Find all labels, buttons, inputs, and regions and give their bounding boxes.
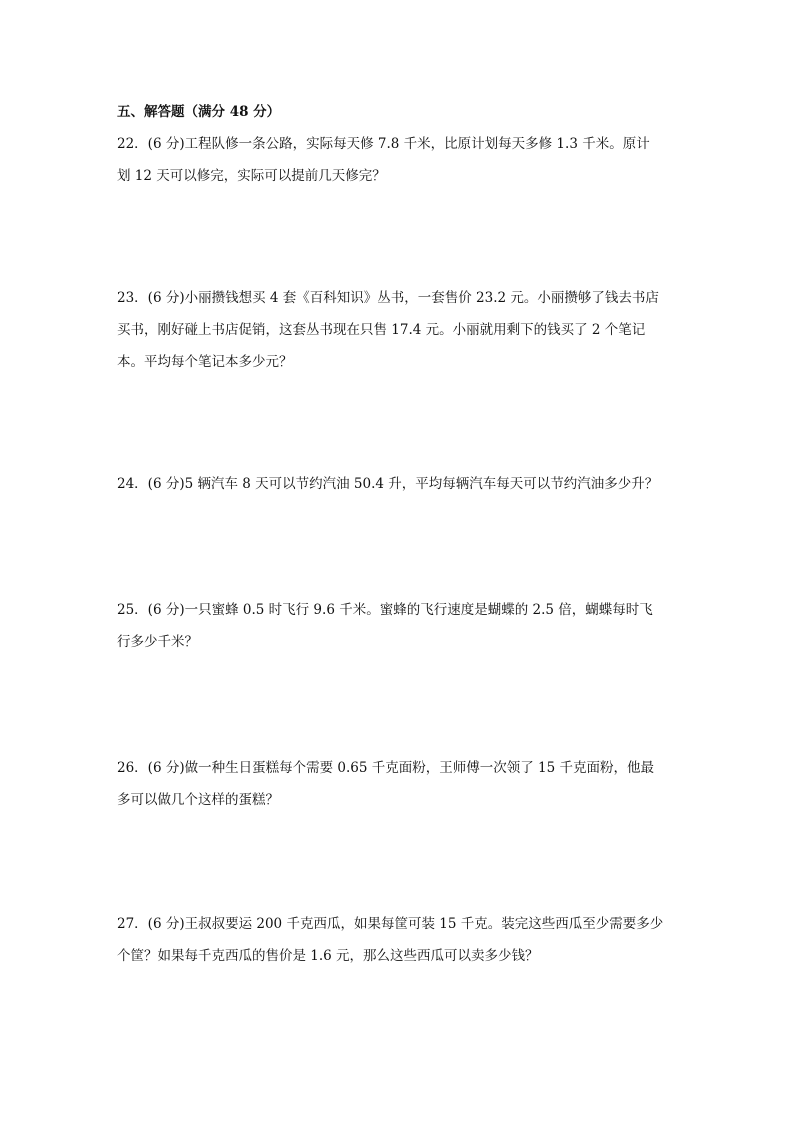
- question-23-line-2: 买书，刚好碰上书店促销，这套丛书现在只售 17.4 元。小丽就用剩下的钱买了 2 个笔记: [117, 322, 646, 338]
- question-27: [117, 908, 677, 972]
- question-23-line-1: 23．(6 分)小丽攒钱想买 4 套《百科知识》丛书，一套售价 23.2 元。小丽攒够了钱去书店: [117, 290, 659, 306]
- question-23: [117, 282, 677, 378]
- question-25-line-1: 25．(6 分)一只蜜蜂 0.5 时飞行 9.6 千米。蜜蜂的飞行速度是蝴蝶的 2.5 倍，蝴蝶每时飞: [117, 602, 653, 618]
- question-22-line-1: 22．(6 分)工程队修一条公路，实际每天修 7.8 千米，比原计划每天多修 1.3 千米。原计: [117, 136, 650, 152]
- question-23-line-3: 本。平均每个笔记本多少元？: [117, 354, 293, 370]
- question-26-line-1: 26．(6 分)做一种生日蛋糕每个需要 0.65 千克面粉，王师傅一次领了 15 千克面粉，他最: [117, 760, 654, 776]
- question-27-line-2: 个筐？如果每千克西瓜的售价是 1.6 元，那么这些西瓜可以卖多少钱？: [117, 948, 539, 964]
- question-25-line-2: 行多少千米？: [117, 634, 198, 650]
- question-25: [117, 594, 677, 658]
- question-24-line-1: 24．(6 分)5 辆汽车 8 天可以节约汽油 50.4 升，平均每辆汽车每天可以节约汽油多少升？: [117, 476, 659, 492]
- question-22-line-2: 划 12 天可以修完，实际可以提前几天修完？: [117, 168, 386, 184]
- question-24: [117, 468, 677, 500]
- question-27-line-1: 27．(6 分)王叔叔要运 200 千克西瓜，如果每筐可装 15 千克。装完这些西瓜至少需要多少: [117, 916, 664, 932]
- question-26: [117, 752, 677, 816]
- section-heading: 五、解答题（满分 48 分）: [117, 104, 281, 120]
- question-26-line-2: 多可以做几个这样的蛋糕？: [117, 792, 279, 808]
- question-22: [117, 128, 677, 192]
